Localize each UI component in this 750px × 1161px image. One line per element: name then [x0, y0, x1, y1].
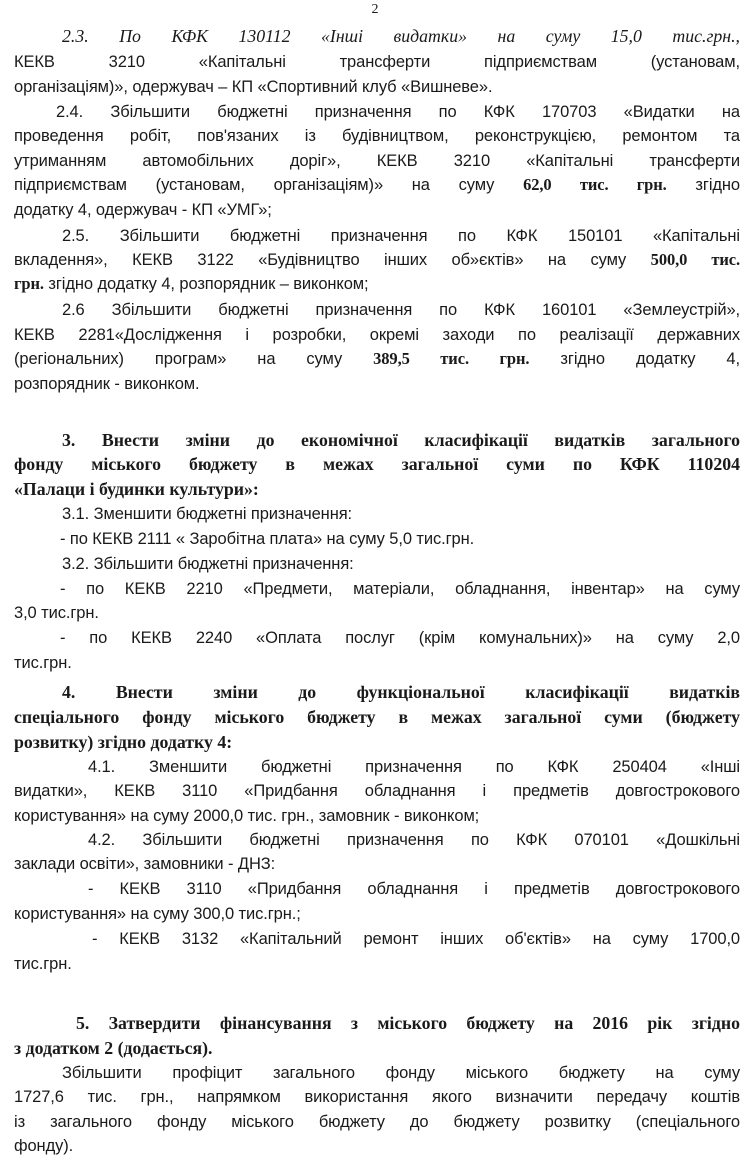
line-5-c: із загального фонду міського бюджету до бюджету розвитку (спеціального: [14, 1113, 740, 1131]
line-2-6-d: розпорядник - виконком.: [14, 375, 200, 393]
page-number: 2: [371, 2, 379, 17]
line-2-4-a: 2.4. Збільшити бюджетні призначення по КФК 170703 «Видатки на: [56, 103, 740, 121]
line-3-2: 3.2. Збільшити бюджетні призначення:: [62, 555, 354, 573]
line-2-4-c: утриманням автомобільних доріг», КЕКВ 3210 «Капітальні трансферти: [14, 152, 740, 170]
line-3-1: 3.1. Зменшити бюджетні призначення:: [62, 505, 353, 523]
section-4-heading-c: розвитку) згідно додатку 4:: [14, 732, 233, 752]
line-2-6-b: КЕКВ 2281«Дослідження і розробки, окремі заходи по реалізації державних: [14, 326, 740, 344]
line-2-3-c: організаціям)», одержувач – КП «Спортивний клуб «Вишневе».: [14, 78, 493, 96]
line-4-2-kekv-3132: - КЕКВ 3132 «Капітальний ремонт інших об'єктів» на суму 1700,0: [92, 930, 740, 948]
line-3-2-amount-3: 3,0 тис.грн.: [14, 604, 99, 622]
section-3-heading-b: фонду міського бюджету в межах загальної суми по КФК 110204: [14, 454, 740, 474]
section-3-heading-c: «Палаци і будинки культури»:: [14, 479, 259, 499]
section-4-heading-a: 4. Внести зміни до функціональної класифікації видатків: [62, 682, 740, 702]
line-5-b: 1727,6 тис. грн., напрямком використання якого визначити передачу коштів: [14, 1088, 740, 1106]
line-2-6-a: 2.6 Збільшити бюджетні призначення по КФК 160101 «Землеустрій»,: [62, 301, 740, 319]
line-2-6-c: (регіональних) програм» на суму 389,5 тис. грн. згідно додатку 4,: [14, 349, 740, 368]
section-4-heading-b: спеціального фонду міського бюджету в межах загальної суми (бюджету: [14, 707, 740, 727]
line-4-2-a: 4.2. Збільшити бюджетні призначення по КФК 070101 «Дошкільні: [88, 831, 740, 849]
line-5-d: фонду).: [14, 1137, 74, 1155]
line-3-2-kekv-2210: - по КЕКВ 2210 «Предмети, матеріали, обладнання, інвентар» на суму: [60, 580, 740, 598]
line-2-4-e: додатку 4, одержувач - КП «УМГ»;: [14, 201, 272, 219]
section-3-heading-a: 3. Внести зміни до економічної класифікації видатків загального: [62, 430, 740, 450]
line-4-1-b: видатки», КЕКВ 3110 «Придбання обладнання і предметів довгострокового: [14, 782, 740, 800]
line-2-5-a: 2.5. Збільшити бюджетні призначення по КФК 150101 «Капітальні: [62, 227, 740, 245]
line-2-4-d: підприємствам (установам, організаціям)» на суму 62,0 тис. грн. згідно: [14, 175, 740, 194]
line-5-a: Збільшити профіцит загального фонду міського бюджету на суму: [62, 1064, 740, 1082]
line-4-2-amount-1700: тис.грн.: [14, 955, 72, 973]
line-2-5-c: грн. згідно додатку 4, розпорядник – виконком;: [14, 274, 369, 293]
line-2-5-b: вкладення», КЕКВ 3122 «Будівництво інших об»єктів» на суму 500,0 тис.: [14, 250, 740, 269]
line-2-3-b: КЕКВ 3210 «Капітальні трансферти підприємствам (установам,: [14, 53, 740, 71]
line-4-2-kekv-3110: - КЕКВ 3110 «Придбання обладнання і предметів довгострокового: [88, 880, 740, 898]
line-3-1-kekv: - по КЕКВ 2111 « Заробітна плата» на суму 5,0 тис.грн.: [60, 530, 475, 548]
section-5-heading-a: 5. Затвердити фінансування з міського бюджету на 2016 рік згідно: [76, 1013, 740, 1033]
line-4-1-a: 4.1. Зменшити бюджетні призначення по КФК 250404 «Інші: [88, 758, 740, 776]
amount-389-5: 389,5 тис. грн.: [373, 349, 530, 368]
line-4-2-amount-300: користування» на суму 300,0 тис.грн.;: [14, 905, 301, 923]
line-4-1-c: користування» на суму 2000,0 тис. грн., замовник - виконком;: [14, 807, 480, 825]
line-2-4-b: проведення робіт, пов'язаних із будівництвом, реконструкцією, ремонтом та: [14, 127, 740, 145]
amount-500: 500,0 тис.: [650, 250, 740, 269]
line-3-2-kekv-2240: - по КЕКВ 2240 «Оплата послуг (крім комунальних)» на суму 2,0: [60, 629, 740, 647]
line-3-2-amount-2: тис.грн.: [14, 654, 72, 672]
line-4-2-b: заклади освіти», замовники - ДНЗ:: [14, 855, 276, 873]
amount-62: 62,0 тис. грн.: [523, 175, 667, 194]
line-2-3-a: 2.3. По КФК 130112 «Інші видатки» на суму 15,0 тис.грн.,: [62, 26, 740, 46]
section-5-heading-b: з додатком 2 (додається).: [14, 1038, 213, 1058]
